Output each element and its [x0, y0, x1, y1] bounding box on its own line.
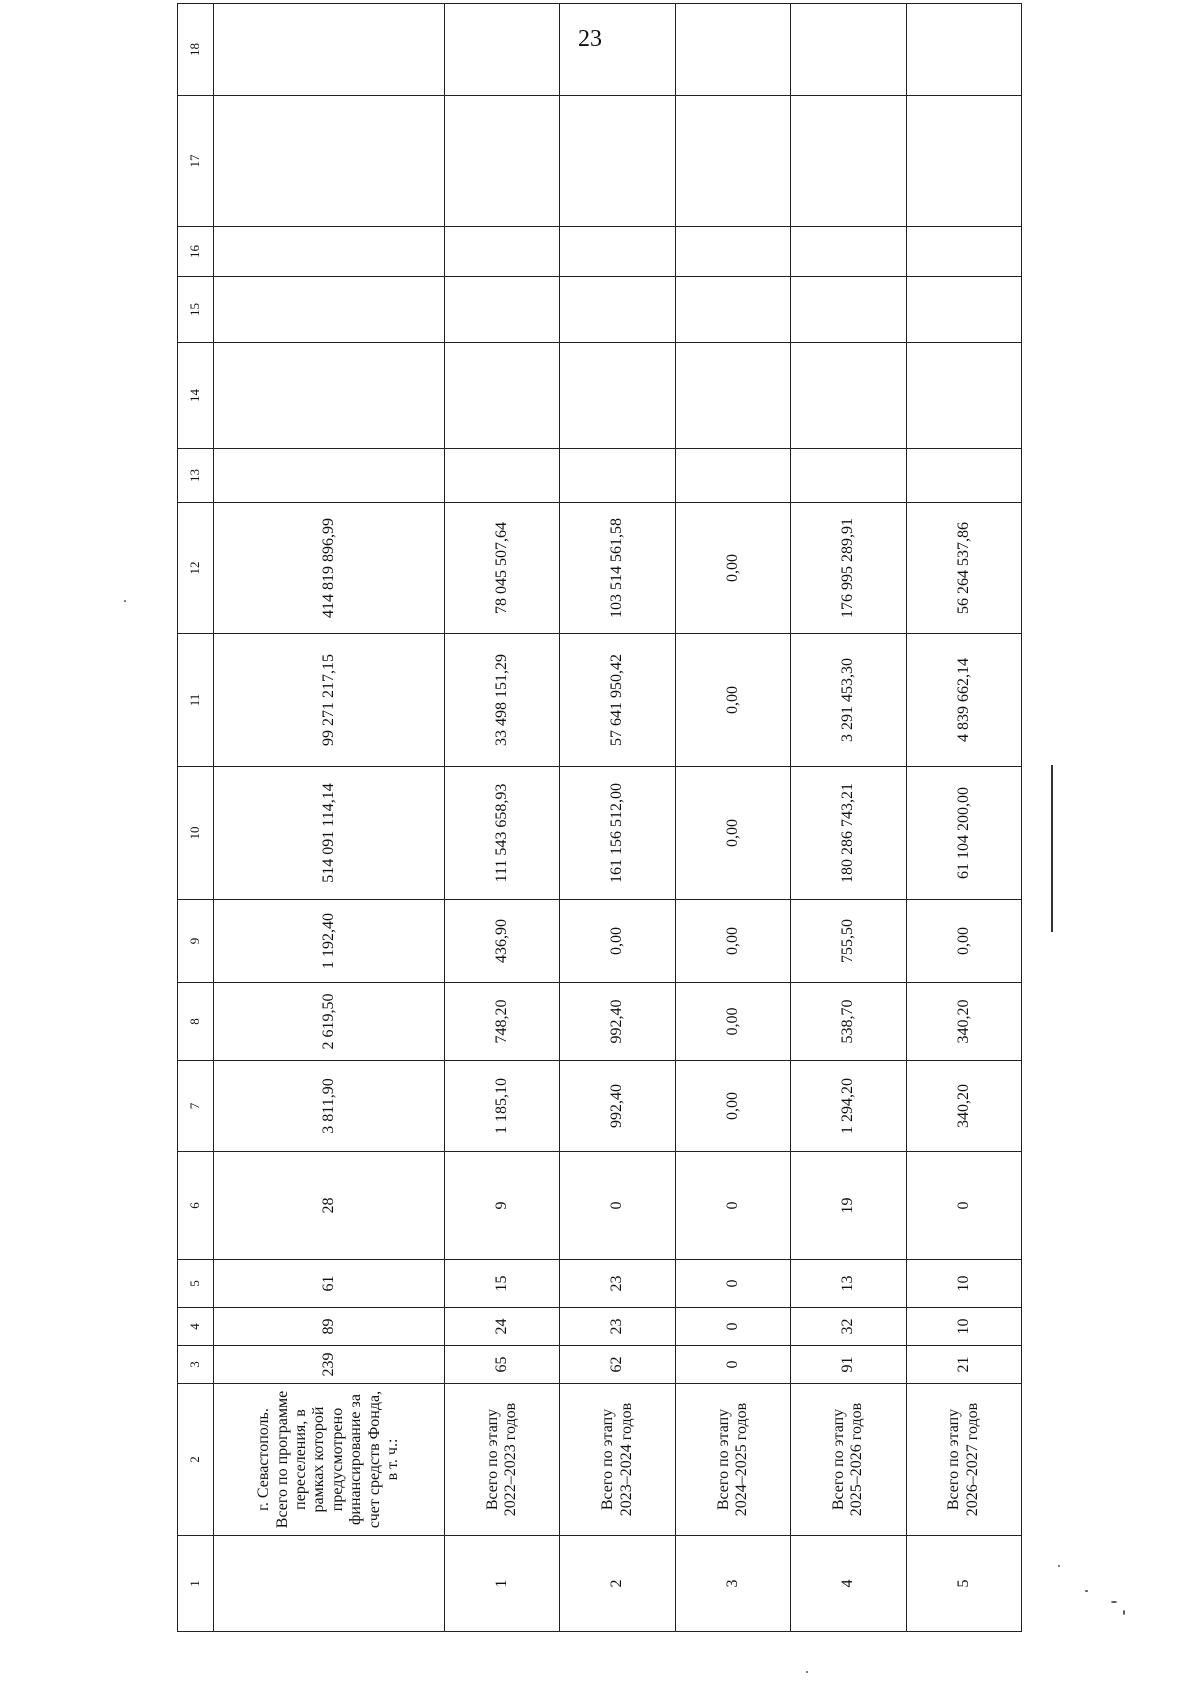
col-header: 4: [178, 1308, 214, 1346]
value-cell: [444, 449, 559, 503]
value-cell: [560, 343, 675, 449]
value-cell: 755,50: [791, 900, 906, 983]
value-cell: 0: [906, 1152, 1021, 1260]
margin-line: [1051, 765, 1053, 932]
value-cell: 62: [560, 1346, 675, 1384]
value-cell: 514 091 114,14: [213, 767, 444, 900]
value-cell: 161 156 512,00: [560, 767, 675, 900]
value-cell: [560, 449, 675, 503]
row-number-cell: 4: [791, 1536, 906, 1632]
value-cell: [444, 343, 559, 449]
value-cell: [675, 277, 790, 343]
value-cell: 32: [791, 1308, 906, 1346]
scan-speck: [124, 600, 126, 602]
row-label-cell: Всего по этапу 2026–2027 годов: [906, 1384, 1021, 1536]
value-cell: [675, 4, 790, 96]
col-header: 9: [178, 900, 214, 983]
stage-row: [444, 4, 559, 1632]
value-cell: [444, 227, 559, 277]
row-number-cell: 3: [675, 1536, 790, 1632]
value-cell: [560, 227, 675, 277]
value-cell: 0,00: [906, 900, 1021, 983]
value-cell: 1 294,20: [791, 1061, 906, 1152]
stage-row: [906, 4, 1021, 1632]
value-cell: [213, 96, 444, 227]
col-header: 17: [178, 96, 214, 227]
col-header: 2: [178, 1384, 214, 1536]
row-label-cell: Всего по этапу 2022–2023 годов: [444, 1384, 559, 1536]
value-cell: 21: [906, 1346, 1021, 1384]
value-cell: 56 264 537,86: [906, 503, 1021, 634]
value-cell: [906, 343, 1021, 449]
col-header: 12: [178, 503, 214, 634]
col-header: 3: [178, 1346, 214, 1384]
value-cell: [791, 277, 906, 343]
value-cell: [213, 449, 444, 503]
value-cell: [906, 4, 1021, 96]
row-label-cell: Всего по этапу 2024–2025 годов: [675, 1384, 790, 1536]
value-cell: [906, 96, 1021, 227]
scan-speck: [1111, 1601, 1117, 1603]
row-number-cell: [213, 1536, 444, 1632]
value-cell: 992,40: [560, 1061, 675, 1152]
value-cell: [791, 96, 906, 227]
value-cell: 89: [213, 1308, 444, 1346]
value-cell: 4 839 662,14: [906, 634, 1021, 767]
col-header: 13: [178, 449, 214, 503]
value-cell: 0,00: [675, 900, 790, 983]
value-cell: [906, 227, 1021, 277]
value-cell: 0: [675, 1260, 790, 1308]
value-cell: [906, 277, 1021, 343]
value-cell: 992,40: [560, 983, 675, 1061]
scan-speck: [806, 1671, 808, 1673]
value-cell: 0: [675, 1308, 790, 1346]
value-cell: [675, 227, 790, 277]
value-cell: 180 286 743,21: [791, 767, 906, 900]
col-header: 15: [178, 277, 214, 343]
row-label-cell: Всего по этапу 2023–2024 годов: [560, 1384, 675, 1536]
scan-speck: [1123, 1610, 1125, 1615]
value-cell: 33 498 151,29: [444, 634, 559, 767]
col-header: 18: [178, 4, 214, 96]
value-cell: 414 819 896,99: [213, 503, 444, 634]
value-cell: 0,00: [675, 767, 790, 900]
value-cell: [444, 4, 559, 96]
value-cell: 23: [560, 1260, 675, 1308]
col-header: 11: [178, 634, 214, 767]
value-cell: 19: [791, 1152, 906, 1260]
value-cell: [791, 227, 906, 277]
value-cell: 99 271 217,15: [213, 634, 444, 767]
stage-row: [675, 4, 790, 1632]
resettlement-table: [177, 3, 1022, 1632]
value-cell: 61: [213, 1260, 444, 1308]
value-cell: 111 543 658,93: [444, 767, 559, 900]
row-number-cell: 1: [444, 1536, 559, 1632]
row-label-cell: Всего по этапу 2025–2026 годов: [791, 1384, 906, 1536]
value-cell: [560, 96, 675, 227]
col-header: 14: [178, 343, 214, 449]
value-cell: [675, 449, 790, 503]
value-cell: 0,00: [675, 1061, 790, 1152]
value-cell: 57 641 950,42: [560, 634, 675, 767]
rotated-table: [177, 43, 1022, 1632]
value-cell: 23: [560, 1308, 675, 1346]
value-cell: 0: [560, 1152, 675, 1260]
value-cell: 1 185,10: [444, 1061, 559, 1152]
page-number: 23: [578, 26, 602, 52]
value-cell: [444, 96, 559, 227]
value-cell: 176 995 289,91: [791, 503, 906, 634]
value-cell: 10: [906, 1260, 1021, 1308]
value-cell: 28: [213, 1152, 444, 1260]
value-cell: 0,00: [675, 983, 790, 1061]
value-cell: [213, 343, 444, 449]
value-cell: [560, 4, 675, 96]
value-cell: [444, 277, 559, 343]
stage-row: [791, 4, 906, 1632]
value-cell: 748,20: [444, 983, 559, 1061]
value-cell: [213, 277, 444, 343]
value-cell: [906, 449, 1021, 503]
value-cell: 13: [791, 1260, 906, 1308]
col-header: 16: [178, 227, 214, 277]
value-cell: 91: [791, 1346, 906, 1384]
value-cell: 0: [675, 1346, 790, 1384]
value-cell: 61 104 200,00: [906, 767, 1021, 900]
scan-speck: [1058, 1565, 1060, 1567]
row-number-cell: 5: [906, 1536, 1021, 1632]
col-header: 1: [178, 1536, 214, 1632]
value-cell: 9: [444, 1152, 559, 1260]
value-cell: [675, 96, 790, 227]
value-cell: [675, 343, 790, 449]
value-cell: 538,70: [791, 983, 906, 1061]
value-cell: 3 291 453,30: [791, 634, 906, 767]
total-row: [213, 4, 444, 1632]
value-cell: 0,00: [560, 900, 675, 983]
value-cell: [791, 4, 906, 96]
value-cell: 24: [444, 1308, 559, 1346]
value-cell: [213, 227, 444, 277]
value-cell: 239: [213, 1346, 444, 1384]
scan-speck: [1085, 1590, 1088, 1592]
col-header: 5: [178, 1260, 214, 1308]
value-cell: 3 811,90: [213, 1061, 444, 1152]
col-header: 7: [178, 1061, 214, 1152]
value-cell: 1 192,40: [213, 900, 444, 983]
value-cell: 436,90: [444, 900, 559, 983]
value-cell: 0,00: [675, 634, 790, 767]
value-cell: [791, 449, 906, 503]
value-cell: 103 514 561,58: [560, 503, 675, 634]
value-cell: 65: [444, 1346, 559, 1384]
row-number-cell: 2: [560, 1536, 675, 1632]
row-label-cell: г. Севастополь. Всего по программе переселения, в рамках которой предусмотрено финансирование за счет средств Фонда, в т. ч.:: [213, 1384, 444, 1536]
value-cell: 10: [906, 1308, 1021, 1346]
rotated-table-frame: [177, 43, 1022, 1632]
column-number-row: [178, 4, 214, 1632]
value-cell: 340,20: [906, 983, 1021, 1061]
col-header: 8: [178, 983, 214, 1061]
col-header: 10: [178, 767, 214, 900]
value-cell: 2 619,50: [213, 983, 444, 1061]
value-cell: 78 045 507,64: [444, 503, 559, 634]
col-header: 6: [178, 1152, 214, 1260]
value-cell: [791, 343, 906, 449]
value-cell: [213, 4, 444, 96]
value-cell: 15: [444, 1260, 559, 1308]
value-cell: [560, 277, 675, 343]
value-cell: 0,00: [675, 503, 790, 634]
stage-row: [560, 4, 675, 1632]
value-cell: 0: [675, 1152, 790, 1260]
value-cell: 340,20: [906, 1061, 1021, 1152]
